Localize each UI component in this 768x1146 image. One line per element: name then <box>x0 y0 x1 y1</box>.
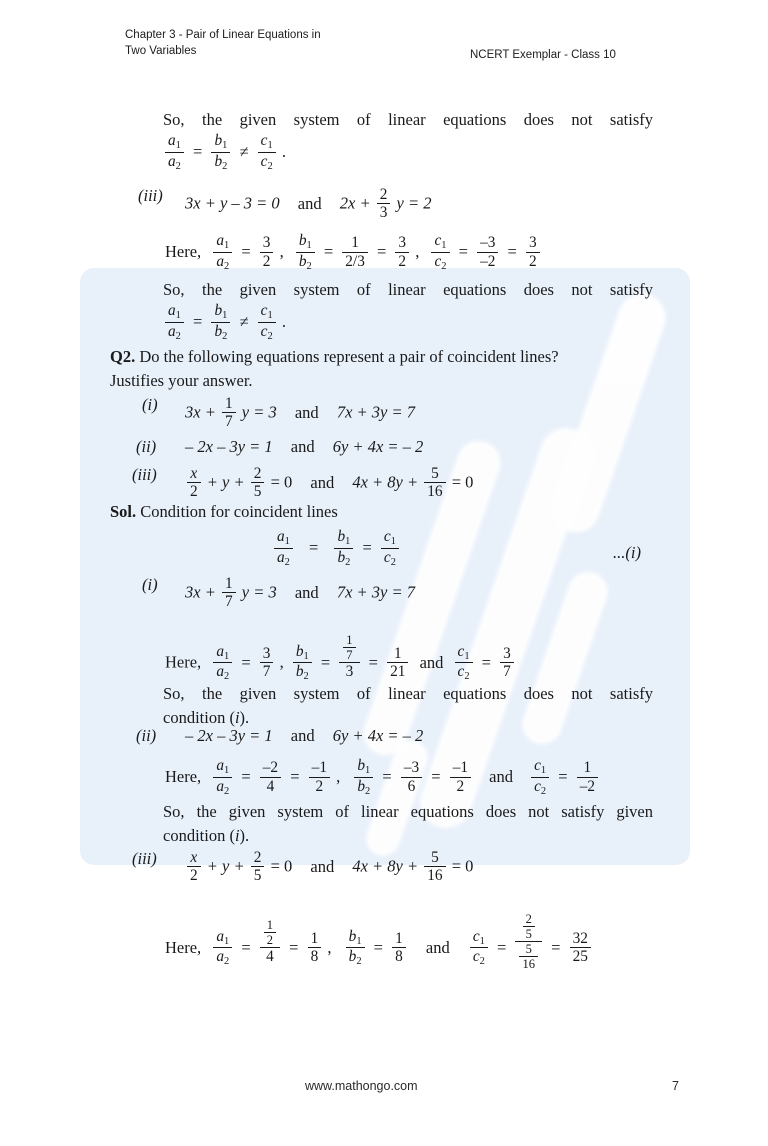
sol-ii-a-num: –2 <box>262 759 279 777</box>
sol-i-conclusion-1: So, the given system of linear equations does not satisfy <box>163 684 653 703</box>
sol-i-cond-pre: condition ( <box>163 708 235 727</box>
sol-i-b-res-den: 21 <box>387 662 408 680</box>
here1-c-res-den: 2 <box>526 252 540 270</box>
q2-item-ii-equation <box>185 437 423 457</box>
sol-i-frac-num: 1 <box>224 575 233 592</box>
sol-ii-and-word: and <box>489 767 513 787</box>
sol-i-left-suffix: y = 3 <box>241 582 277 602</box>
sol-iii-and: and <box>310 856 335 876</box>
sol-iii-b-num: 1 <box>395 930 403 948</box>
sol-ii-c-num: 1 <box>583 759 592 777</box>
sol-iii-c-botnum: 5 <box>525 942 532 957</box>
q2-block <box>110 345 670 393</box>
sol-ii-a-den: 4 <box>260 777 281 795</box>
sol-ii-c-den: –2 <box>577 777 598 795</box>
sol-iii-fracC-num: 5 <box>431 849 439 866</box>
q2i-frac-den: 7 <box>222 412 236 430</box>
sol-ii-b-res-num: –1 <box>452 759 469 777</box>
q2ii-right: 6y + 4x = – 2 <box>332 437 424 456</box>
q2ii-and: and <box>290 437 315 456</box>
q2i-frac-num: 1 <box>224 395 233 412</box>
sol-iii-c-res-den: 25 <box>570 947 591 965</box>
sol-i-frac-den: 7 <box>222 592 236 610</box>
sol-i-b-outer-den: 3 <box>339 662 359 680</box>
item-iii-top-equation <box>185 186 431 221</box>
sol-ii-b-den: 6 <box>401 777 422 795</box>
sol-ii-here-label: Here, <box>165 767 202 787</box>
here1-b-res-den: 2 <box>395 252 409 270</box>
sol-i-and-word: and <box>419 652 444 672</box>
q2iii-mid: + y + <box>206 472 245 492</box>
iii-top-frac-num: 2 <box>379 186 388 203</box>
sol-iii-a-res-num: 1 <box>310 930 319 948</box>
sol-iii-fracA-num: x <box>190 849 198 866</box>
solution-heading-line <box>110 500 610 524</box>
sol-i-left-prefix: 3x + <box>185 582 216 602</box>
sol-iii-equation <box>185 849 473 884</box>
sol-i-index: (i) <box>142 575 158 594</box>
coincident-condition: $\frac{a_1}{a_2}$ = $\frac{b_1}{b_2}$ = $\frac{c_1}{c_2}$ <box>272 528 401 568</box>
sol-i-equation <box>185 575 415 610</box>
q2iii-fracC-den: 16 <box>424 482 445 500</box>
sol-i-cond-post: ). <box>239 708 250 727</box>
sol-iii-left-suffix: = 0 <box>270 856 293 876</box>
footer-url: www.mathongo.com <box>305 1079 418 1093</box>
here-label-1: Here, <box>165 242 202 262</box>
carryover-statement: So, the given system of linear equations does not satisfy <box>163 110 653 129</box>
sol-iii-fracA-den: 2 <box>187 866 201 884</box>
condition-ref: ...(i) <box>613 543 641 562</box>
here-iii-top: Here, $\frac{a_1}{a_2}$ = $\frac{3}{2}$ , $\frac{b_1}{b_2}$ = $\frac{1}{2/3}$ = $\frac{3}{2}$ , $\frac{c_1}{c_2}$ = $\frac{-3}{-2}$ = $\frac{3}{2}$ <box>165 232 542 272</box>
q2iii-fracC-num: 5 <box>431 465 439 482</box>
sol-i-here-label: Here, <box>165 652 202 672</box>
sol-ii-cond-it: i <box>234 826 240 845</box>
iii-top-left: 3x + y – 3 = 0 <box>185 193 280 213</box>
q2-item-i-equation <box>185 395 415 430</box>
here1-b-den: 2/3 <box>342 252 368 270</box>
sol-ii-conclusion-1: So, the given system of linear equations does not satisfy given <box>163 802 653 821</box>
carryover-period: . <box>281 142 286 162</box>
solution-label: Sol. <box>110 502 137 521</box>
here1-a-num: 3 <box>262 234 271 252</box>
q2i-and: and <box>294 402 319 422</box>
q2iii-right-suffix: = 0 <box>451 472 474 492</box>
sol-iii-index: (iii) <box>132 849 157 868</box>
q2-text-line1: Do the following equations represent a pair of coincident lines? <box>139 347 559 366</box>
here1-a-den: 2 <box>260 252 274 270</box>
q2iii-fracA-num: x <box>190 465 198 482</box>
iii-top-and: and <box>297 193 322 213</box>
sol-iii-c-topden: 5 <box>523 926 535 941</box>
q2iii-fracB-num: 2 <box>253 465 262 482</box>
sol-ii-cond-pre: condition ( <box>163 826 235 845</box>
q2iii-right-prefix: 4x + 8y + <box>352 472 419 492</box>
sol-iii-a-inner-num: 1 <box>266 918 274 933</box>
sol-i-a-num: 3 <box>262 644 271 662</box>
q2i-left-suffix: y = 3 <box>241 402 277 422</box>
q2iii-and: and <box>310 472 335 492</box>
sol-ii-and: and <box>290 726 315 745</box>
iii-top-frac-den: 3 <box>377 203 391 221</box>
sol-iii-c-botden: 16 <box>519 956 538 971</box>
sol-i-and: and <box>294 582 319 602</box>
here1-b-res-num: 3 <box>398 234 407 252</box>
after-iii-statement: So, the given system of linear equations does not satisfy <box>163 280 653 299</box>
carryover-relation: $\frac{a_1}{a_2}$ = $\frac{b_1}{b_2}$ ≠ $\frac{c_1}{c_2}$ . <box>163 132 286 172</box>
sol-ii-here: Here, $\frac{a_1}{a_2}$ = $\frac{-2}{4}$ = $\frac{-1}{2}$ , $\frac{b_1}{b_2}$ = $\frac{-3}{6}$ = $\frac{-1}{2}$ and $\frac{c_1}{c_2}$ = $\frac{1}{-2}$ <box>165 757 600 797</box>
q2-text-line2: Justifies your answer. <box>110 371 253 390</box>
sol-ii-index: (ii) <box>136 726 157 745</box>
solution-heading: Condition for coincident lines <box>140 502 338 521</box>
sol-iii-fracC-den: 16 <box>424 866 445 884</box>
q2iii-fracB-den: 5 <box>251 482 265 500</box>
sol-i-here: Here, $\frac{a_1}{a_2}$ = $\frac{3}{7}$ , $\frac{b_1}{b_2}$ = $\frac{\frac{1}{7}}{3}$ = $\frac{1}{21}$ and $\frac{c_1}{c_2}$ = $\frac{3}{7}$ <box>165 633 516 683</box>
q2iii-fracA-den: 2 <box>187 482 201 500</box>
sol-iii-right-suffix: = 0 <box>451 856 474 876</box>
q2-item-i-index: (i) <box>142 395 158 414</box>
here1-b-num: 1 <box>351 234 359 252</box>
sol-i-c-den: 7 <box>500 662 514 680</box>
sol-iii-b-den: 8 <box>392 947 406 965</box>
iii-top-right-suffix: y = 2 <box>396 193 432 213</box>
after-iii-period: . <box>281 312 286 332</box>
here1-c-res-num: 3 <box>528 234 537 252</box>
sol-ii-b-res-den: 2 <box>450 777 471 795</box>
q2ii-left: – 2x – 3y = 1 <box>185 437 273 456</box>
q2-label: Q2. <box>110 347 136 366</box>
sol-i-a-den: 7 <box>260 662 274 680</box>
sol-ii-b-num: –3 <box>403 759 420 777</box>
sol-ii-a-res-den: 2 <box>309 777 330 795</box>
sol-iii-mid: + y + <box>206 856 245 876</box>
sol-iii-c-topnum: 2 <box>525 912 532 926</box>
sol-iii-and-word: and <box>425 937 450 957</box>
sol-iii-a-outer-den: 4 <box>260 947 280 965</box>
sol-iii-fracB-num: 2 <box>253 849 262 866</box>
sol-ii-left: – 2x – 3y = 1 <box>185 726 273 745</box>
header-book: NCERT Exemplar - Class 10 <box>470 49 616 61</box>
after-iii-relation: $\frac{a_1}{a_2}$ = $\frac{b_1}{b_2}$ ≠ $\frac{c_1}{c_2}$ . <box>163 302 286 342</box>
sol-i-b-inner-den: 7 <box>343 647 355 662</box>
sol-ii-a-res-num: –1 <box>311 759 327 777</box>
item-iii-top-index: (iii) <box>138 186 163 205</box>
iii-top-right-prefix: 2x + <box>339 193 371 213</box>
sol-i-cond-it: i <box>234 708 240 727</box>
here1-c-den: –2 <box>477 252 498 270</box>
sol-iii-fracB-den: 5 <box>251 866 265 884</box>
sol-ii-equation <box>185 726 423 746</box>
q2i-right: 7x + 3y = 7 <box>336 402 415 422</box>
sol-iii-here: Here, $\frac{a_1}{a_2}$ = $\frac{\frac{1}{2}}{4}$ = $\frac{1}{8}$ , $\frac{b_1}{b_2}$ = $\frac{1}{8}$ and $\frac{c_1}{c_2}$ = $\frac{\frac{2}{5}}{\frac{5}{16}}$ = $\frac{32}{25}$ <box>165 912 593 971</box>
sol-iii-c-res-num: 32 <box>572 930 588 948</box>
q2iii-left-suffix: = 0 <box>270 472 293 492</box>
sol-i-c-num: 3 <box>503 644 511 662</box>
sol-iii-a-inner-den: 2 <box>264 932 276 947</box>
footer-page-number: 7 <box>672 1079 679 1093</box>
sol-i-b-inner-num: 1 <box>346 633 353 647</box>
sol-i-b-res-num: 1 <box>393 644 402 662</box>
sol-ii-right: 6y + 4x = – 2 <box>332 726 424 745</box>
sol-iii-here-label: Here, <box>165 937 202 957</box>
here1-c-num: –3 <box>480 234 496 252</box>
sol-i-right: 7x + 3y = 7 <box>336 582 415 602</box>
header-chapter-line1: Chapter 3 - Pair of Linear Equations in <box>125 29 321 41</box>
q2-item-iii-equation <box>185 465 473 500</box>
header-chapter-line2: Two Variables <box>125 44 197 57</box>
q2-item-iii-index: (iii) <box>132 465 157 484</box>
sol-iii-a-res-den: 8 <box>308 947 322 965</box>
q2-item-ii-index: (ii) <box>136 437 157 456</box>
q2i-left-prefix: 3x + <box>185 402 216 422</box>
sol-ii-cond-post: ). <box>239 826 250 845</box>
sol-iii-right-prefix: 4x + 8y + <box>352 856 419 876</box>
page-footer <box>0 1079 768 1103</box>
sol-ii-conclusion-2 <box>163 824 249 848</box>
